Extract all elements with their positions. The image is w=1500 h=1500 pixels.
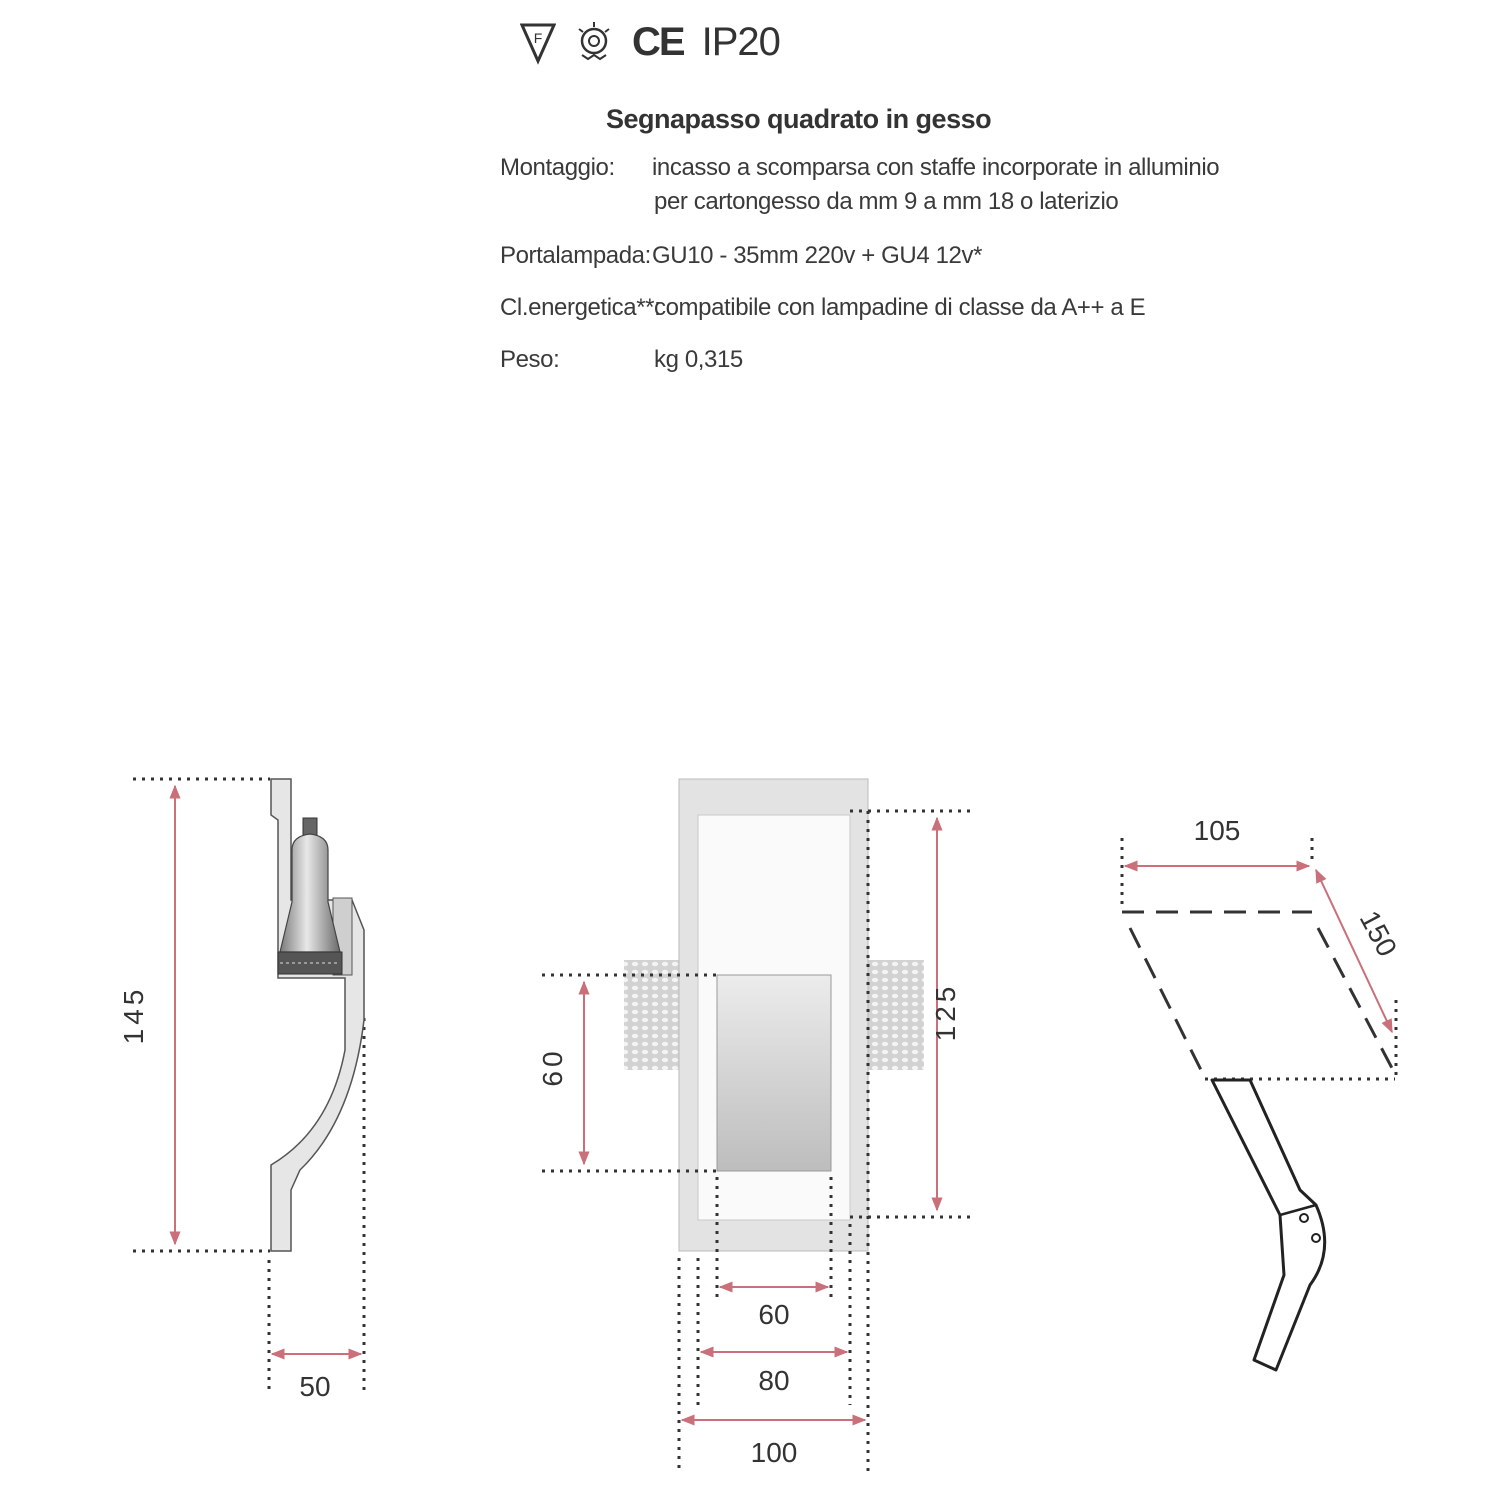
dimension-label: 80 (758, 1365, 790, 1396)
bracket-view (1122, 815, 1403, 1370)
dimension-label: 50 (299, 1371, 331, 1402)
product-title: Segnapasso quadrato in gesso (606, 104, 992, 134)
ip-rating: IP20 (701, 19, 780, 64)
spec-value: per cartongesso da mm 9 a mm 18 o laterizio (654, 188, 1119, 215)
spec-value: incasso a scomparsa con staffe incorporate in alluminio (652, 154, 1220, 181)
dimension-label: 60 (758, 1299, 790, 1330)
spec-label: Cl.energetica**: (500, 294, 661, 321)
ce-mark: CE (632, 19, 684, 64)
side-view (118, 779, 364, 1402)
dimension-label: 60 (537, 1047, 568, 1087)
spec-value: compatibile con lampadine di classe da A++ a E (654, 294, 1146, 321)
dimension-label: 100 (750, 1437, 798, 1468)
front-view (537, 779, 975, 1472)
spec-label: Montaggio: (500, 154, 615, 181)
dimension-label: 145 (118, 985, 149, 1045)
dimension-label: 105 (1193, 815, 1241, 846)
dimension-label: 150 (1353, 905, 1404, 962)
spec-label: Peso: (500, 346, 560, 373)
dimension-label: 125 (930, 982, 961, 1042)
spec-value: GU10 - 35mm 220v + GU4 12v* (652, 242, 983, 269)
spec-value: kg 0,315 (654, 346, 743, 373)
svg-text:F: F (533, 30, 543, 46)
spec-label: Portalampada: (500, 242, 651, 269)
